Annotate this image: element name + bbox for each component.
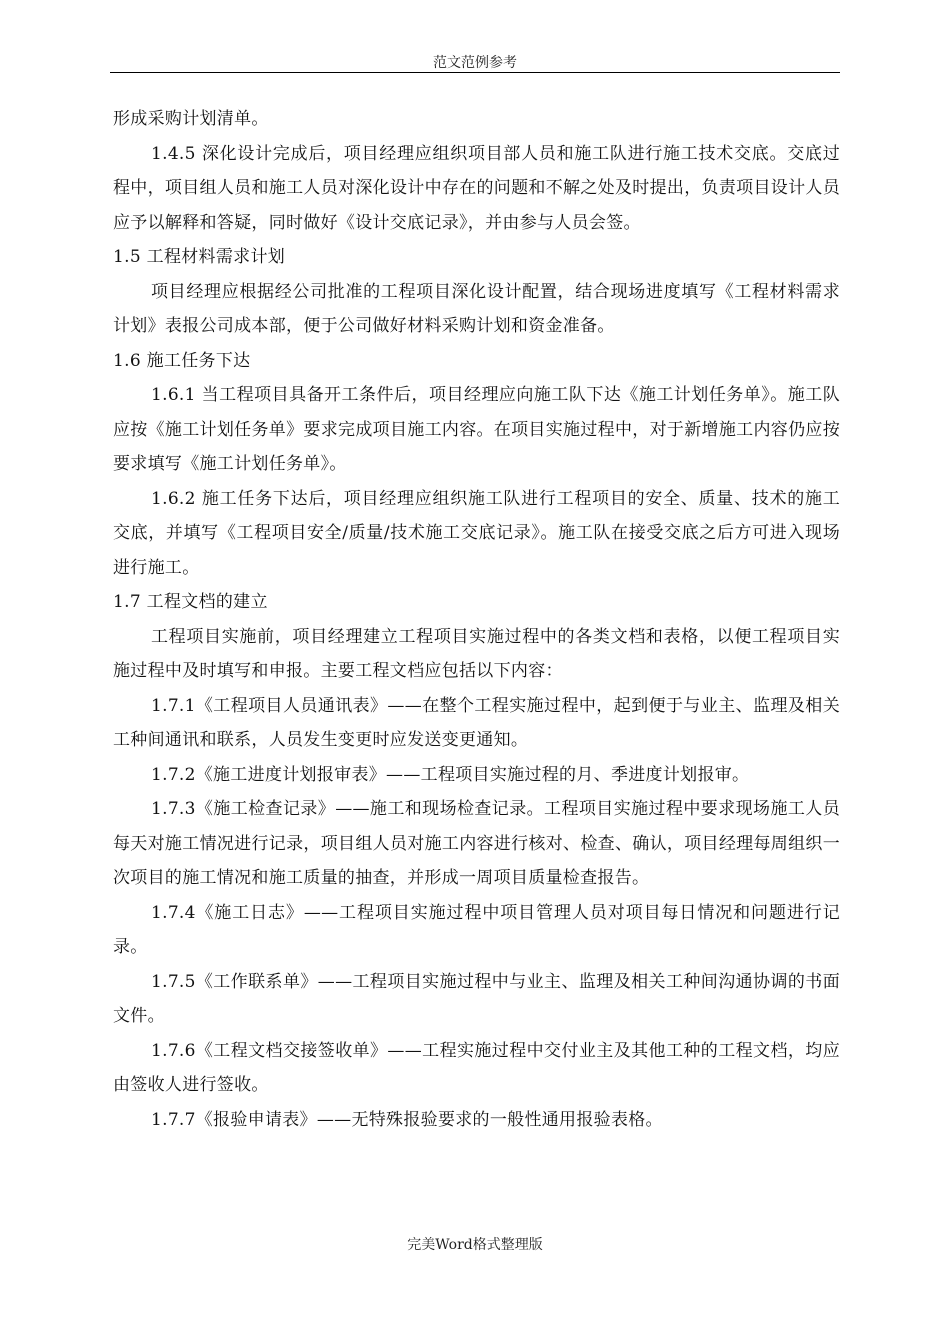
paragraph: 1.7.2《施工进度计划报审表》——工程项目实施过程的月、季进度计划报审。 bbox=[151, 764, 750, 785]
paragraph: 1.7.5《工作联系单》——工程项目实施过程中与业主、监理及相关工种间沟通协调的书面文件。 bbox=[113, 971, 840, 1026]
document-body bbox=[113, 102, 840, 1137]
paragraph: 1.7.7《报验申请表》——无特殊报验要求的一般性通用报验表格。 bbox=[151, 1109, 663, 1130]
section-heading: 1.6 施工任务下达 bbox=[113, 350, 251, 371]
paragraph: 项目经理应根据经公司批准的工程项目深化设计配置，结合现场进度填写《工程材料需求计划》表报公司成本部，便于公司做好材料采购计划和资金准备。 bbox=[113, 281, 840, 336]
paragraph: 形成采购计划清单。 bbox=[113, 109, 269, 129]
paragraph: 工程项目实施前，项目经理建立工程项目实施过程中的各类文档和表格，以便工程项目实施过程中及时填写和申报。主要工程文档应包括以下内容： bbox=[113, 626, 840, 681]
paragraph: 1.7.4《施工日志》——工程项目实施过程中项目管理人员对项目每日情况和问题进行记录。 bbox=[113, 902, 840, 957]
paragraph: 1.6.1 当工程项目具备开工条件后，项目经理应向施工队下达《施工计划任务单》。施工队应按《施工计划任务单》要求完成项目施工内容。在项目实施过程中，对于新增施工内容仍应按要求填写《施工计划任务单》。 bbox=[113, 385, 840, 474]
paragraph: 1.6.2 施工任务下达后，项目经理应组织施工队进行工程项目的安全、质量、技术的施工交底，并填写《工程项目安全/质量/技术施工交底记录》。施工队在接受交底之后方可进入现场进行施工。 bbox=[113, 488, 840, 578]
page-footer: 完美Word格式整理版 bbox=[407, 1237, 543, 1253]
paragraph: 1.7.3《施工检查记录》——施工和现场检查记录。工程项目实施过程中要求现场施工人员每天对施工情况进行记录，项目组人员对施工内容进行核对、检查、确认，项目经理每周组织一次项目的施工情况和施工质量的抽查，并形成一周项目质量检查报告。 bbox=[113, 799, 840, 888]
page-header: 范文范例参考 bbox=[433, 55, 517, 71]
header-divider bbox=[110, 72, 840, 73]
section-heading: 1.7 工程文档的建立 bbox=[113, 592, 268, 612]
paragraph: 1.7.6《工程文档交接签收单》——工程实施过程中交付业主及其他工种的工程文档，均应由签收人进行签收。 bbox=[113, 1040, 840, 1095]
paragraph: 1.4.5 深化设计完成后，项目经理应组织项目部人员和施工队进行施工技术交底。交底过程中，项目组人员和施工人员对深化设计中存在的问题和不解之处及时提出，负责项目设计人员应予以解释和答疑，同时做好《设计交底记录》，并由参与人员会签。 bbox=[113, 143, 840, 233]
section-heading: 1.5 工程材料需求计划 bbox=[113, 247, 286, 267]
paragraph: 1.7.1《工程项目人员通讯表》——在整个工程实施过程中，起到便于与业主、监理及相关工种间通讯和联系，人员发生变更时应发送变更通知。 bbox=[113, 695, 840, 750]
